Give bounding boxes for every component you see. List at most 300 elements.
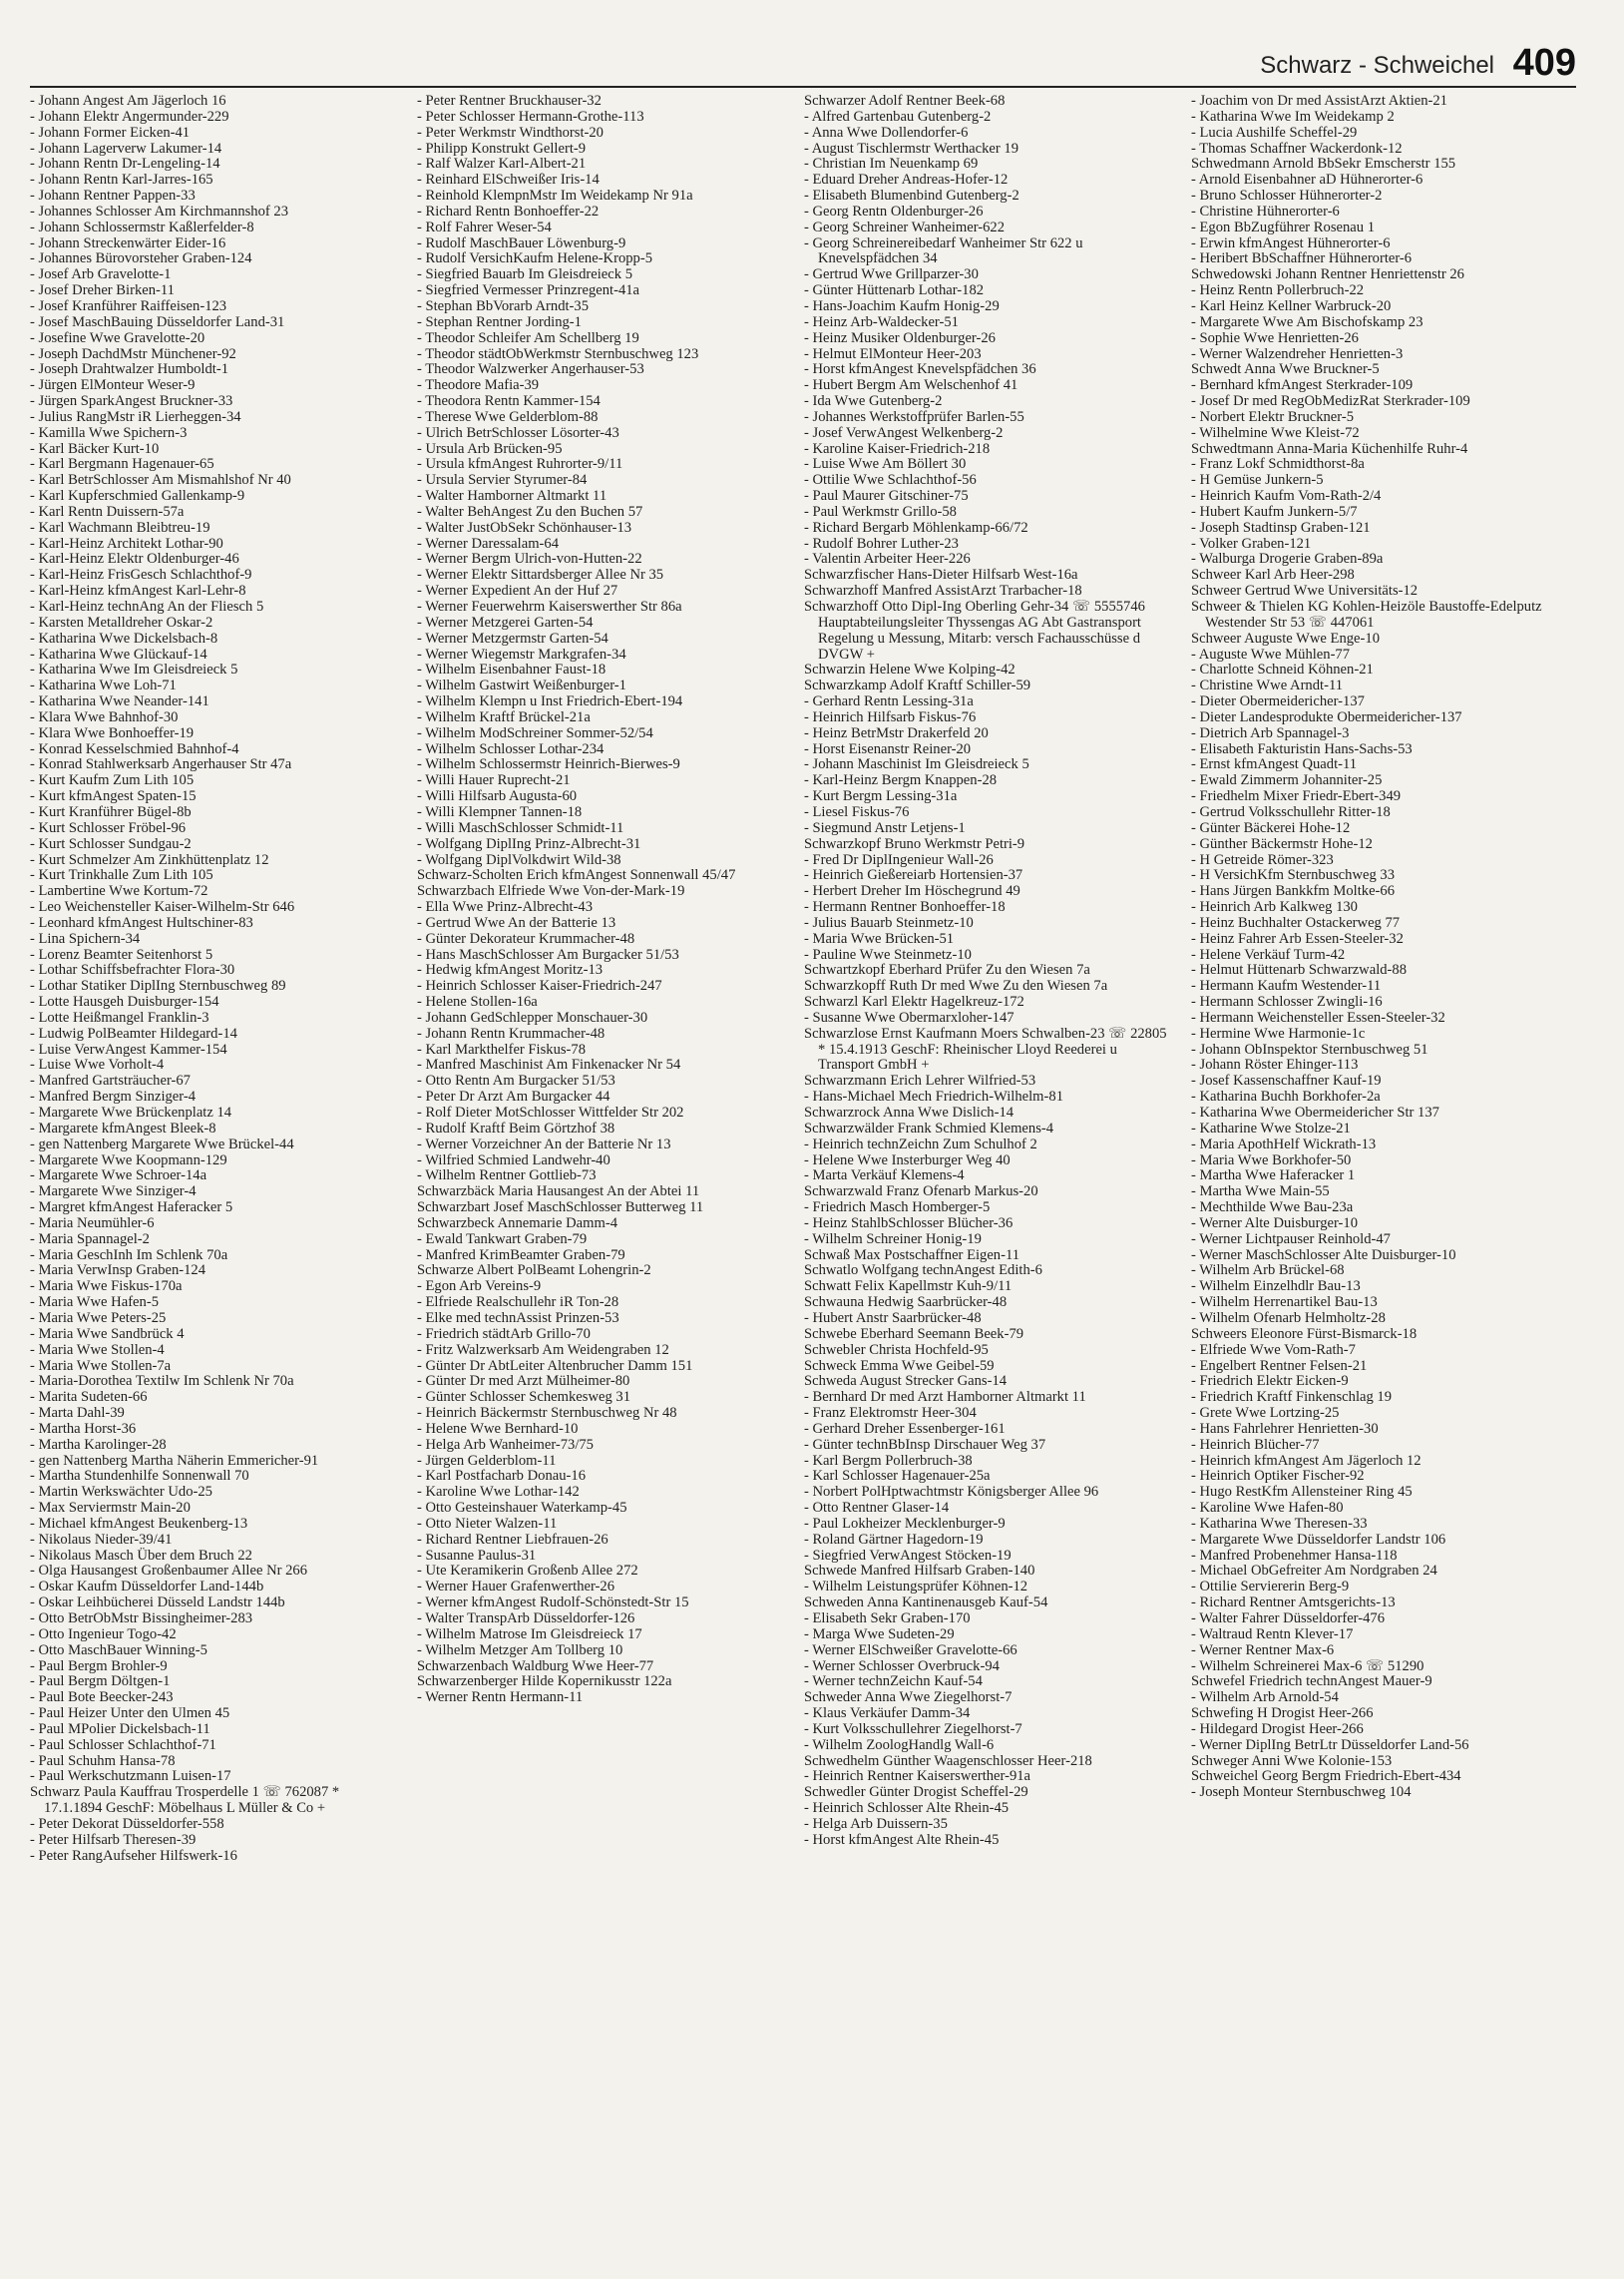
- directory-entry: - Bernhard Dr med Arzt Hamborner Altmarkt 11: [804, 1389, 1086, 1406]
- directory-entry: - Kurt Kranführer Bügel-8b: [30, 803, 192, 820]
- directory-entry: - Werner Feuerwehrm Kaiserswerther Str 86a: [417, 599, 682, 615]
- running-head: Schwarz - Schweichel: [1260, 52, 1494, 79]
- directory-entry: - Kurt kfmAngest Spaten-15: [30, 788, 197, 805]
- directory-entry: - Wilhelmine Wwe Kleist-72: [1191, 424, 1360, 441]
- directory-entry: - Lothar Statiker DiplIng Sternbuschweg 89: [30, 978, 286, 995]
- directory-entry: - Egon Arb Vereins-9: [417, 1278, 542, 1295]
- directory-entry: - Siegfried Vermesser Prinzregent-41a: [417, 282, 640, 299]
- directory-entry: - Gertrud Wwe Grillparzer-30: [804, 266, 979, 283]
- directory-entry: - Katharina Wwe Loh-71: [30, 678, 177, 694]
- directory-entry: - Helga Arb Duissern-35: [804, 1815, 948, 1832]
- directory-column-3: [804, 94, 1173, 2269]
- directory-entry: - Paul Bergm Döltgen-1: [30, 1673, 171, 1690]
- directory-entry: Schwarz Paula Kauffrau Trosperdelle 1 ☏ 762087 * 17.1.1894 GeschF: Möbelhaus L Müller & Co +: [30, 1784, 340, 1817]
- directory-entry: - Elisabeth Blumenbind Gutenberg-2: [804, 188, 1019, 205]
- directory-entry: - Peter Dr Arzt Am Burgacker 44: [417, 1089, 610, 1106]
- directory-entry: - Friedrich Kraftf Finkenschlag 19: [1191, 1389, 1393, 1406]
- directory-entry: - Konrad Stahlwerksarb Angerhauser Str 47a: [30, 756, 292, 773]
- directory-entry: Schweer Auguste Wwe Enge-10: [1191, 630, 1380, 647]
- directory-entry: - Maria Wwe Hafen-5: [30, 1294, 159, 1311]
- directory-entry: - Werner Expedient An der Huf 27: [417, 583, 618, 600]
- directory-entry: - Ernst kfmAngest Quadt-11: [1191, 756, 1358, 773]
- directory-entry: - Willi Klempner Tannen-18: [417, 803, 583, 820]
- directory-entry: - Heinz StahlbSchlosser Blücher-36: [804, 1214, 1014, 1231]
- directory-entry: - Grete Wwe Lortzing-25: [1191, 1405, 1340, 1422]
- directory-entry: - Lotte Hausgeh Duisburger-154: [30, 994, 219, 1011]
- directory-entry: - Marga Wwe Sudeten-29: [804, 1625, 955, 1642]
- directory-entry: - Julius Bauarb Steinmetz-10: [804, 914, 974, 931]
- directory-entry: - Martha Karolinger-28: [30, 1436, 167, 1453]
- directory-entry: - Kurt Schmelzer Am Zinkhüttenplatz 12: [30, 851, 269, 868]
- directory-entry: - Joseph Monteur Sternbuschweg 104: [1191, 1784, 1412, 1801]
- directory-entry: - Elisabeth Sekr Graben-170: [804, 1610, 971, 1626]
- directory-entry: - Stephan Rentner Jording-1: [417, 313, 582, 330]
- directory-entry: - Ella Wwe Prinz-Albrecht-43: [417, 899, 594, 916]
- directory-entry: - Herbert Dreher Im Höschegrund 49: [804, 883, 1020, 900]
- directory-entry: - Josef Kassenschaffner Kauf-19: [1191, 1073, 1382, 1090]
- directory-entry: - Heinrich Arb Kalkweg 130: [1191, 899, 1358, 916]
- directory-entry: - Peter Rentner Bruckhauser-32: [417, 94, 602, 109]
- directory-entry: - Otto Nieter Walzen-11: [417, 1515, 558, 1532]
- directory-entry: - Fred Dr DiplIngenieur Wall-26: [804, 851, 994, 868]
- directory-entry: - Rolf Fahrer Weser-54: [417, 219, 552, 235]
- directory-entry: - Maria Wwe Sandbrück 4: [30, 1325, 185, 1342]
- directory-entry: - Hermann Schlosser Zwingli-16: [1191, 994, 1383, 1011]
- directory-entry: - Walter Fahrer Düsseldorfer-476: [1191, 1610, 1385, 1626]
- directory-entry: - Manfred Maschinist Am Finkenacker Nr 54: [417, 1057, 681, 1074]
- directory-entry: - Richard Rentner Liebfrauen-26: [417, 1531, 609, 1548]
- directory-entry: - Klaus Verkäufer Damm-34: [804, 1705, 971, 1722]
- directory-entry: - Paul Schuhm Hansa-78: [30, 1752, 176, 1769]
- directory-entry: - Dieter Obermeidericher-137: [1191, 693, 1365, 710]
- directory-entry: - Kamilla Wwe Spichern-3: [30, 424, 188, 441]
- directory-entry: - Heribert BbSchaffner Hühnerorter-6: [1191, 250, 1413, 267]
- directory-entry: - Kurt Volksschullehrer Ziegelhorst-7: [804, 1720, 1022, 1737]
- directory-entry: - Auguste Wwe Mühlen-77: [1191, 646, 1351, 663]
- directory-entry: - Werner Rentner Max-6: [1191, 1641, 1335, 1658]
- directory-entry: - Josefine Wwe Gravelotte-20: [30, 329, 205, 346]
- directory-entry: - Heinrich Rentner Kaiserswerther-91a: [804, 1768, 1031, 1785]
- directory-entry: - Werner technZeichn Kauf-54: [804, 1673, 983, 1690]
- directory-entry: - Heinrich technZeichn Zum Schulhof 2: [804, 1136, 1037, 1152]
- directory-entry: - Margarete kfmAngest Bleek-8: [30, 1120, 216, 1137]
- directory-entry: - Günter Dekorateur Krummacher-48: [417, 930, 635, 947]
- directory-entry: Schwarz-Scholten Erich kfmAngest Sonnenwall 45/47: [417, 867, 736, 884]
- directory-entry: - Karl Wachmann Bleibtreu-19: [30, 519, 210, 536]
- directory-entry: Schweda August Strecker Gans-14: [804, 1373, 1008, 1390]
- directory-entry: - Hugo RestKfm Allensteiner Ring 45: [1191, 1484, 1413, 1501]
- directory-entry: - Paul Schlosser Schlachthof-71: [30, 1736, 216, 1753]
- directory-entry: - Friedrich Masch Homberger-5: [804, 1199, 991, 1216]
- directory-entry: - Nikolaus Nieder-39/41: [30, 1531, 173, 1548]
- directory-entry: - Walter Hamborner Altmarkt 11: [417, 488, 608, 505]
- directory-entry: - Bruno Schlosser Hühnerorter-2: [1191, 188, 1383, 205]
- directory-entry: - Katharina Wwe Im Gleisdreieck 5: [30, 662, 238, 679]
- directory-entry: - August Tischlermstr Werthacker 19: [804, 140, 1019, 157]
- directory-entry: - Heinz BetrMstr Drakerfeld 20: [804, 724, 989, 741]
- directory-entry: - Margarete Wwe Koopmann-129: [30, 1151, 227, 1168]
- directory-entry: - Maria Wwe Stollen-7a: [30, 1357, 172, 1374]
- directory-entry: - Johann Schlossermstr Kaßlerfelder-8: [30, 219, 254, 235]
- directory-entry: - Hermann Kaufm Westender-11: [1191, 978, 1382, 995]
- directory-entry: - Michael kfmAngest Beukenberg-13: [30, 1515, 248, 1532]
- directory-entry: - Heinz Arb-Waldecker-51: [804, 313, 959, 330]
- directory-entry: - Max Serviermstr Main-20: [30, 1500, 191, 1517]
- directory-column-2: [417, 94, 786, 2269]
- directory-entry: - Hubert Bergm Am Welschenhof 41: [804, 377, 1018, 394]
- directory-entry: - Stephan BbVorarb Arndt-35: [417, 297, 589, 314]
- directory-entry: - Lorenz Beamter Seitenhorst 5: [30, 946, 213, 963]
- directory-entry: - gen Nattenberg Martha Näherin Emmericher-91: [30, 1452, 319, 1469]
- directory-entry: - Franz Lokf Schmidthorst-8a: [1191, 456, 1365, 473]
- directory-entry: - Theodor Walzwerker Angerhauser-53: [417, 361, 644, 378]
- directory-entry: - Georg Schreiner Wanheimer-622: [804, 219, 1006, 235]
- directory-entry: - Margarete Wwe Sinziger-4: [30, 1183, 197, 1200]
- directory-entry: - Kurt Kaufm Zum Lith 105: [30, 772, 195, 789]
- directory-entry: - Maria Wwe Peters-25: [30, 1309, 167, 1326]
- directory-entry: - Gerhard Dreher Essenberger-161: [804, 1420, 1006, 1437]
- directory-entry: - Maria Spannagel-2: [30, 1230, 150, 1247]
- directory-entry: - Johann Röster Ehinger-113: [1191, 1057, 1359, 1074]
- directory-entry: - Alfred Gartenbau Gutenberg-2: [804, 108, 992, 125]
- directory-entry: - Walter BehAngest Zu den Buchen 57: [417, 503, 643, 520]
- directory-entry: - Kurt Trinkhalle Zum Lith 105: [30, 867, 213, 884]
- directory-entry: - Helmut Hüttenarb Schwarzwald-88: [1191, 962, 1407, 979]
- directory-entry: - Martin Werkswächter Udo-25: [30, 1484, 212, 1501]
- directory-entry: Schwarzmann Erich Lehrer Wilfried-53: [804, 1073, 1036, 1090]
- directory-entry: - Karl-Heinz Elektr Oldenburger-46: [30, 551, 239, 568]
- directory-entry: Schwarzkopff Ruth Dr med Wwe Zu den Wiesen 7a: [804, 978, 1108, 995]
- directory-entry: Schwebe Eberhard Seemann Beek-79: [804, 1325, 1024, 1342]
- directory-entry: - Ewald Zimmerm Johanniter-25: [1191, 772, 1383, 789]
- directory-entry: - Helene Wwe Bernhard-10: [417, 1420, 579, 1437]
- directory-entry: - Karl Bergm Pollerbruch-38: [804, 1452, 973, 1469]
- directory-entry: - Therese Wwe Gelderblom-88: [417, 408, 599, 425]
- directory-entry: - Olga Hausangest Großenbaumer Allee Nr 266: [30, 1563, 308, 1580]
- directory-entry: - Lothar Schiffsbefrachter Flora-30: [30, 962, 235, 979]
- directory-entry: - Ulrich BetrSchlosser Lösorter-43: [417, 424, 619, 441]
- directory-entry: - Johann GedSchlepper Monschauer-30: [417, 1009, 648, 1026]
- directory-entry: - Ewald Tankwart Graben-79: [417, 1230, 588, 1247]
- directory-entry: - Wilfried Schmied Landwehr-40: [417, 1151, 610, 1168]
- directory-entry: - Paul Heizer Unter den Ulmen 45: [30, 1705, 230, 1722]
- directory-entry: - Karsten Metalldreher Oskar-2: [30, 614, 213, 631]
- directory-entry: - Volker Graben-121: [1191, 535, 1312, 552]
- directory-entry: - Lotte Heißmangel Franklin-3: [30, 1009, 209, 1026]
- directory-entry: - Ursula kfmAngest Ruhrorter-9/11: [417, 456, 623, 473]
- directory-entry: - Wilhelm Kraftf Brückel-21a: [417, 708, 591, 725]
- directory-entry: - Josef Arb Gravelotte-1: [30, 266, 172, 283]
- directory-entry: - Karl Heinz Kellner Warbruck-20: [1191, 297, 1392, 314]
- directory-entry: - Maria Neumühler-6: [30, 1214, 155, 1231]
- directory-entry: Schwedt Anna Wwe Bruckner-5: [1191, 361, 1380, 378]
- directory-entry: - Werner Elektr Sittardsberger Allee Nr 35: [417, 567, 664, 584]
- directory-entry: - Karl Bäcker Kurt-10: [30, 440, 160, 457]
- directory-entry: Schwedowski Johann Rentner Henriettenstr 26: [1191, 266, 1464, 283]
- directory-entry: Schwede Manfred Hilfsarb Graben-140: [804, 1563, 1035, 1580]
- directory-entry: Schweer Karl Arb Heer-298: [1191, 567, 1355, 584]
- directory-entry: Schwarzrock Anna Wwe Dislich-14: [804, 1105, 1015, 1121]
- directory-entry: - Katharina Wwe Im Weidekamp 2: [1191, 108, 1395, 125]
- directory-entry: - Wilhelm Matrose Im Gleisdreieck 17: [417, 1625, 642, 1642]
- directory-entry: - Johann Former Eicken-41: [30, 124, 191, 141]
- directory-entry: - Heinrich Bäckermstr Sternbuschweg Nr 48: [417, 1405, 677, 1422]
- directory-entry: - Karl Postfacharb Donau-16: [417, 1468, 586, 1485]
- directory-entry: - Manfred Bergm Sinziger-4: [30, 1089, 197, 1106]
- directory-entry: - Kurt Bergm Lessing-31a: [804, 788, 958, 805]
- directory-entry: - Günther Bäckermstr Hohe-12: [1191, 835, 1373, 852]
- directory-entry: - Karl-Heinz Architekt Lothar-90: [30, 535, 223, 552]
- directory-entry: - Horst kfmAngest Knevelspfädchen 36: [804, 361, 1036, 378]
- directory-entry: - Eduard Dreher Andreas-Hofer-12: [804, 172, 1009, 189]
- directory-entry: - Johannes Bürovorsteher Graben-124: [30, 250, 252, 267]
- directory-entry: - Hans-Michael Mech Friedrich-Wilhelm-81: [804, 1089, 1063, 1106]
- directory-entry: - Oskar Leihbücherei Düsseld Landstr 144b: [30, 1595, 285, 1611]
- directory-entry: - Wolfgang DiplIng Prinz-Albrecht-31: [417, 835, 641, 852]
- directory-entry: - Werner Walzendreher Henrietten-3: [1191, 345, 1404, 362]
- directory-entry: - Helene Stollen-16a: [417, 994, 538, 1011]
- directory-entry: - Theodor städtObWerkmstr Sternbuschweg 123: [417, 345, 699, 362]
- directory-entry: - Theodora Rentn Kammer-154: [417, 393, 601, 410]
- directory-entry: - Heinrich Hilfsarb Fiskus-76: [804, 708, 977, 725]
- directory-entry: - Heinz Fahrer Arb Essen-Steeler-32: [1191, 930, 1404, 947]
- directory-entry: - Theodor Schleifer Am Schellberg 19: [417, 329, 639, 346]
- directory-entry: - Susanne Wwe Obermarxloher-147: [804, 1009, 1015, 1026]
- directory-entry: - Johann Elektr Angermunder-229: [30, 108, 229, 125]
- directory-entry: - Helene Verkäuf Turm-42: [1191, 946, 1346, 963]
- directory-entry: Schweger Anni Wwe Kolonie-153: [1191, 1752, 1393, 1769]
- directory-entry: - Wilhelm ModSchreiner Sommer-52/54: [417, 724, 653, 741]
- directory-entry: - Fritz Walzwerksarb Am Weidengraben 12: [417, 1341, 669, 1358]
- directory-entry: - Manfred KrimBeamter Graben-79: [417, 1246, 625, 1263]
- directory-entry: - H Getreide Römer-323: [1191, 851, 1334, 868]
- directory-entry: - Johann Streckenwärter Eider-16: [30, 234, 226, 251]
- directory-entry: - Johannes Werkstoffprüfer Barlen-55: [804, 408, 1024, 425]
- directory-entry: Schweer Gertrud Wwe Universitäts-12: [1191, 583, 1419, 600]
- directory-entry: Schwefing H Drogist Heer-266: [1191, 1705, 1374, 1722]
- directory-entry: - Josef Dreher Birken-11: [30, 282, 175, 299]
- directory-entry: - Konrad Kesselschmied Bahnhof-4: [30, 740, 239, 757]
- directory-entry: - Elisabeth Fakturistin Hans-Sachs-53: [1191, 740, 1413, 757]
- directory-entry: - Karoline Wwe Lothar-142: [417, 1484, 580, 1501]
- directory-entry: - Hans Jürgen Bankkfm Moltke-66: [1191, 883, 1396, 900]
- directory-entry: - Erwin kfmAngest Hühnerorter-6: [1191, 234, 1391, 251]
- directory-entry: - Günter Dr med Arzt Mülheimer-80: [417, 1373, 630, 1390]
- directory-entry: - Werner Rentn Hermann-11: [417, 1689, 584, 1706]
- directory-entry: - Maria Wwe Borkhofer-50: [1191, 1151, 1352, 1168]
- directory-entry: - Hubert Anstr Saarbrücker-48: [804, 1309, 982, 1326]
- directory-entry: - Willi Hilfsarb Augusta-60: [417, 788, 578, 805]
- directory-entry: - Otto BetrObMstr Bissingheimer-283: [30, 1610, 253, 1626]
- directory-entry: - Peter Schlosser Hermann-Grothe-113: [417, 108, 644, 125]
- directory-entry: - Paul Bergm Brohler-9: [30, 1657, 168, 1674]
- directory-entry: - Franz Elektromstr Heer-304: [804, 1405, 977, 1422]
- directory-entry: - Maria VerwInsp Graben-124: [30, 1262, 206, 1279]
- directory-entry: - Maria Wwe Fiskus-170a: [30, 1278, 183, 1295]
- directory-entry: - Wilhelm Rentner Gottlieb-73: [417, 1167, 597, 1184]
- directory-entry: - Karl-Heinz Bergm Knappen-28: [804, 772, 998, 789]
- directory-entry: - Otto Gesteinshauer Waterkamp-45: [417, 1500, 627, 1517]
- directory-entry: - Jürgen ElMonteur Weser-9: [30, 377, 196, 394]
- directory-entry: - Luise VerwAngest Kammer-154: [30, 1041, 227, 1058]
- directory-entry: - Siegfried VerwAngest Stöcken-19: [804, 1547, 1012, 1564]
- directory-entry: - Maria ApothHelf Wickrath-13: [1191, 1136, 1377, 1152]
- directory-entry: - Werner Metzgermstr Garten-54: [417, 630, 609, 647]
- directory-entry: - Karl Kupferschmied Gallenkamp-9: [30, 488, 245, 505]
- directory-entry: - Leonhard kfmAngest Hultschiner-83: [30, 914, 253, 931]
- directory-entry: Schwarzbach Elfriede Wwe Von-der-Mark-19: [417, 883, 685, 900]
- directory-entry: Schwedhelm Günther Waagenschlosser Heer-218: [804, 1752, 1092, 1769]
- directory-entry: Schwarzer Adolf Rentner Beek-68: [804, 94, 1006, 109]
- directory-entry: - Werner Schlosser Overbruck-94: [804, 1657, 1000, 1674]
- directory-entry: - H Gemüse Junkern-5: [1191, 472, 1324, 489]
- directory-entry: - Günter technBbInsp Dirschauer Weg 37: [804, 1436, 1046, 1453]
- directory-entry: - Hedwig kfmAngest Moritz-13: [417, 962, 604, 979]
- directory-entry: Schwarzfischer Hans-Dieter Hilfsarb West-16a: [804, 567, 1078, 584]
- directory-entry: - Werner Alte Duisburger-10: [1191, 1214, 1358, 1231]
- directory-entry: - Christine Wwe Arndt-11: [1191, 678, 1343, 694]
- directory-entry: - Otto Ingenieur Togo-42: [30, 1625, 177, 1642]
- directory-entry: - Manfred Probenehmer Hansa-118: [1191, 1547, 1398, 1564]
- directory-entry: - Richard Bergarb Möhlenkamp-66/72: [804, 519, 1028, 536]
- directory-entry: - Ida Wwe Gutenberg-2: [804, 393, 943, 410]
- directory-entry: Schwarzhoff Otto Dipl-Ing Oberling Gehr-34 ☏ 5555746 Hauptabteilungsleiter Thyssengas AG Abt Gastransport Regelung u Messung, Mitarb: versch Fachausschüsse d DVGW +: [804, 599, 1145, 663]
- directory-entry: - Katharina Wwe Neander-141: [30, 693, 209, 710]
- directory-entry: - Egon BbZugführer Rosenau 1: [1191, 219, 1376, 235]
- directory-entry: - Katharina Wwe Obermeidericher Str 137: [1191, 1105, 1439, 1121]
- directory-entry: Schwatlo Wolfgang technAngest Edith-6: [804, 1262, 1042, 1279]
- directory-entry: Schwarzhoff Manfred AssistArzt Trarbacher-18: [804, 583, 1082, 600]
- directory-entry: - Maria Wwe Stollen-4: [30, 1341, 165, 1358]
- directory-entry: - Heinrich Blücher-77: [1191, 1436, 1320, 1453]
- directory-entry: - Horst kfmAngest Alte Rhein-45: [804, 1831, 1000, 1848]
- directory-entry: - Helene Wwe Insterburger Weg 40: [804, 1151, 1011, 1168]
- directory-entry: - Manfred Gartsträucher-67: [30, 1073, 191, 1090]
- directory-entry: - Ralf Walzer Karl-Albert-21: [417, 156, 587, 173]
- directory-entry: - Johann Rentn Krummacher-48: [417, 1025, 606, 1042]
- directory-entry: - Oskar Kaufm Düsseldorfer Land-144b: [30, 1579, 264, 1595]
- directory-entry: - Werner DiplIng BetrLtr Düsseldorfer Land-56: [1191, 1736, 1469, 1753]
- directory-entry: - Paul Maurer Gitschiner-75: [804, 488, 969, 505]
- directory-entry: - Engelbert Rentner Felsen-21: [1191, 1357, 1368, 1374]
- directory-entry: Schwatt Felix Kapellmstr Kuh-9/11: [804, 1278, 1013, 1295]
- directory-entry: - Johann Angest Am Jägerloch 16: [30, 94, 226, 109]
- directory-entry: - Otto Rentn Am Burgacker 51/53: [417, 1073, 615, 1090]
- directory-entry: - Lucia Aushilfe Scheffel-29: [1191, 124, 1358, 141]
- directory-entry: - Günter Bäckerei Hohe-12: [1191, 819, 1351, 836]
- directory-entry: - Elfriede Realschullehr iR Ton-28: [417, 1294, 619, 1311]
- directory-entry: - Waltraud Rentn Klever-17: [1191, 1625, 1354, 1642]
- directory-entry: - Peter Dekorat Düsseldorfer-558: [30, 1815, 224, 1832]
- page-header: [30, 42, 1576, 88]
- directory-entry: - Mechthilde Wwe Bau-23a: [1191, 1199, 1354, 1216]
- directory-entry: - Reinhold KlempnMstr Im Weidekamp Nr 91a: [417, 188, 693, 205]
- directory-entry: - Peter RangAufseher Hilfswerk-16: [30, 1847, 237, 1864]
- directory-entry: - Thomas Schaffner Wackerdonk-12: [1191, 140, 1403, 157]
- directory-entry: - Joachim von Dr med AssistArzt Aktien-21: [1191, 94, 1447, 109]
- directory-entry: - Friedhelm Mixer Friedr-Ebert-349: [1191, 788, 1402, 805]
- directory-entry: - Josef VerwAngest Welkenberg-2: [804, 424, 1004, 441]
- directory-entry: Schwefel Friedrich technAngest Mauer-9: [1191, 1673, 1432, 1690]
- directory-entry: Schwarzwälder Frank Schmied Klemens-4: [804, 1120, 1054, 1137]
- directory-entry: - Heinz Musiker Oldenburger-26: [804, 329, 996, 346]
- directory-entry: - Heinrich Optiker Fischer-92: [1191, 1468, 1365, 1485]
- directory-entry: - Charlotte Schneid Köhnen-21: [1191, 662, 1374, 679]
- directory-entry: - Hans MaschSchlosser Am Burgacker 51/53: [417, 946, 679, 963]
- directory-entry: Schwarzbäck Maria Hausangest An der Abtei 11: [417, 1183, 700, 1200]
- directory-entry: Schwarzenberger Hilde Kopernikusstr 122a: [417, 1673, 672, 1690]
- directory-entry: - Siegfried Bauarb Im Gleisdreieck 5: [417, 266, 632, 283]
- directory-entry: Schwarzbart Josef MaschSchlosser Butterweg 11: [417, 1199, 704, 1216]
- directory-entry: - Heinrich kfmAngest Am Jägerloch 12: [1191, 1452, 1421, 1469]
- directory-entry: - Klara Wwe Bonhoeffer-19: [30, 724, 195, 741]
- directory-entry: - Johann Rentn Dr-Lengeling-14: [30, 156, 220, 173]
- directory-entry: - Werner Wiegemstr Markgrafen-34: [417, 646, 626, 663]
- directory-entry: - Hermann Rentner Bonhoeffer-18: [804, 899, 1006, 916]
- directory-entry: - Hans-Joachim Kaufm Honig-29: [804, 297, 1000, 314]
- directory-entry: - Sophie Wwe Henrietten-26: [1191, 329, 1359, 346]
- directory-entry: - Walburga Drogerie Graben-89a: [1191, 551, 1384, 568]
- directory-entry: - Dieter Landesprodukte Obermeidericher-137: [1191, 708, 1462, 725]
- directory-entry: - Werner ElSchweißer Gravelotte-66: [804, 1641, 1017, 1658]
- directory-entry: - Ottilie Serviererin Berg-9: [1191, 1579, 1350, 1595]
- directory-entry: - Katharine Wwe Stolze-21: [1191, 1120, 1351, 1137]
- directory-entry: - Wilhelm Ofenarb Helmholtz-28: [1191, 1309, 1386, 1326]
- directory-entry: - Maria-Dorothea Textilw Im Schlenk Nr 70a: [30, 1373, 294, 1390]
- directory-entry: - Hubert Kaufm Junkern-5/7: [1191, 503, 1358, 520]
- directory-entry: - Johann ObInspektor Sternbuschweg 51: [1191, 1041, 1428, 1058]
- directory-entry: - Wilhelm Schreiner Honig-19: [804, 1230, 982, 1247]
- directory-entry: - Christine Hühnerorter-6: [1191, 203, 1340, 220]
- directory-entry: - Margarete Wwe Brückenplatz 14: [30, 1105, 232, 1121]
- directory-entry: - Karl Bergmann Hagenauer-65: [30, 456, 214, 473]
- directory-entry: - Gerhard Rentn Lessing-31a: [804, 693, 974, 710]
- directory-entry: - Katharina Wwe Theresen-33: [1191, 1515, 1368, 1532]
- directory-entry: - Wilhelm Arb Arnold-54: [1191, 1689, 1339, 1706]
- directory-entry: - Werner Lichtpauser Reinhold-47: [1191, 1230, 1391, 1247]
- directory-entry: - Hildegard Drogist Heer-266: [1191, 1720, 1364, 1737]
- directory-entry: - Lambertine Wwe Kortum-72: [30, 883, 208, 900]
- directory-entry: - Paul MPolier Dickelsbach-11: [30, 1720, 210, 1737]
- directory-entry: - Hans Fahrlehrer Henrietten-30: [1191, 1420, 1379, 1437]
- directory-entry: - Wilhelm Gastwirt Weißenburger-1: [417, 678, 626, 694]
- directory-entry: - Josef MaschBauing Düsseldorfer Land-31: [30, 313, 285, 330]
- directory-entry: - Joseph Stadtinsp Graben-121: [1191, 519, 1371, 536]
- directory-entry: - Theodore Mafia-39: [417, 377, 540, 394]
- directory-entry: - Wilhelm Herrenartikel Bau-13: [1191, 1294, 1378, 1311]
- directory-entry: - Rudolf MaschBauer Löwenburg-9: [417, 234, 626, 251]
- directory-entry: - Willi Hauer Ruprecht-21: [417, 772, 571, 789]
- directory-entry: - Ute Keramikerin Großenb Allee 272: [417, 1563, 638, 1580]
- directory-entry: Schweden Anna Kantinenausgeb Kauf-54: [804, 1595, 1048, 1611]
- directory-entry: - Heinrich Schlosser Kaiser-Friedrich-247: [417, 978, 662, 995]
- directory-entry: - Georg Rentn Oldenburger-26: [804, 203, 984, 220]
- directory-entry: - Marta Verkäuf Klemens-4: [804, 1167, 965, 1184]
- directory-entry: - Kurt Schlosser Sundgau-2: [30, 835, 192, 852]
- directory-entry: - Johannes Schlosser Am Kirchmannshof 23: [30, 203, 289, 220]
- directory-entry: Schweichel Georg Bergm Friedrich-Ebert-434: [1191, 1768, 1461, 1785]
- directory-entry: - Walter TranspArb Düsseldorfer-126: [417, 1610, 635, 1626]
- directory-entry: - Christian Im Neuenkamp 69: [804, 156, 979, 173]
- directory-entry: Schwarzl Karl Elektr Hagelkreuz-172: [804, 994, 1024, 1011]
- directory-entry: - Rolf Dieter MotSchlosser Wittfelder Str 202: [417, 1105, 684, 1121]
- directory-entry: - Karoline Wwe Hafen-80: [1191, 1500, 1344, 1517]
- directory-entry: - Günter Dr AbtLeiter Altenbrucher Damm 151: [417, 1357, 693, 1374]
- directory-entry: Schwarzlose Ernst Kaufmann Moers Schwalben-23 ☏ 22805 * 15.4.1913 GeschF: Rheinischer Lloyd Reederei u Transport GmbH +: [804, 1025, 1167, 1074]
- directory-entry: - Ursula Arb Brücken-95: [417, 440, 563, 457]
- directory-entry: - Reinhard ElSchweißer Iris-14: [417, 172, 600, 189]
- directory-entry: - Marta Dahl-39: [30, 1405, 125, 1422]
